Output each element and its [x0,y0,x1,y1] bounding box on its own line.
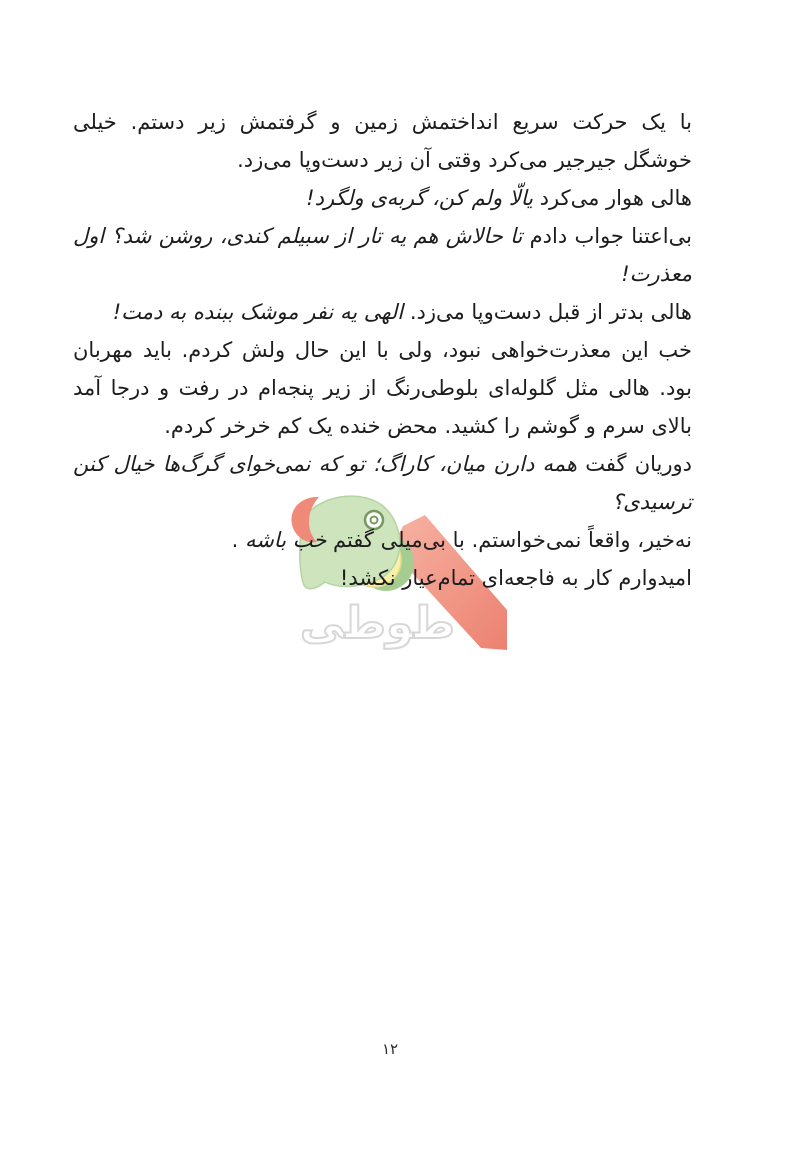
narration-text: خب این معذرت‌خواهی نبود، ولی با این حال ولش کردم. باید مهربان بود. هالی مثل گلوله‌ای بلوطی‌رنگ از زیر پنجه‌ام در رفت و درجا آمد بالای سرم و گوشم را کشید. محض خنده یک کم خرخر کردم. [73,338,692,438]
publisher-wordmark: طوطی [300,598,455,649]
narration-text: دوریان گفت [577,452,692,476]
paragraph [73,103,692,179]
dialogue-italic-text: تا حالاش هم یه تار از سبیلم کندی، روشن شد؟ اول معذرت! [73,224,692,286]
narration-text: امیدوارم کار به فاجعه‌ای تمام‌عیار نکشد! [339,566,692,590]
dialogue-italic-text: یالّا ولم کن، گربه‌ی ولگرد! [306,186,533,210]
narration-text: هالی بدتر از قبل دست‌وپا می‌زد. [403,300,692,324]
narration-text: بی‌اعتنا جواب دادم [522,224,692,248]
page-text [73,103,692,597]
paragraph [73,179,692,217]
narration-text: نه‌خیر، واقعاً نمی‌خواستم. با بی‌میلی گفتم [326,528,692,552]
paragraph [73,217,692,293]
page-number: ۱۲ [381,1040,399,1058]
paragraph [73,445,692,521]
paragraph [73,559,692,597]
dialogue-italic-text: الهی یه نفر موشک ببنده به دمت! [112,300,404,324]
narration-text: . [231,528,245,552]
paragraph [73,293,692,331]
paragraph [73,521,692,559]
narration-text: هالی هوار می‌کرد [533,186,692,210]
dialogue-italic-text: خب باشه [244,528,327,552]
paragraph [73,331,692,445]
dialogue-italic-text: همه دارن میان، کاراگ؛ تو که نمی‌خوای گرگ‌ها خیال کنن ترسیدی؟ [73,452,692,514]
narration-text: با یک حرکت سریع انداختمش زمین و گرفتمش زیر دستم. خیلی خوشگل جیرجیر می‌کرد وقتی آن زیر دست‌وپا می‌زد. [73,110,692,172]
